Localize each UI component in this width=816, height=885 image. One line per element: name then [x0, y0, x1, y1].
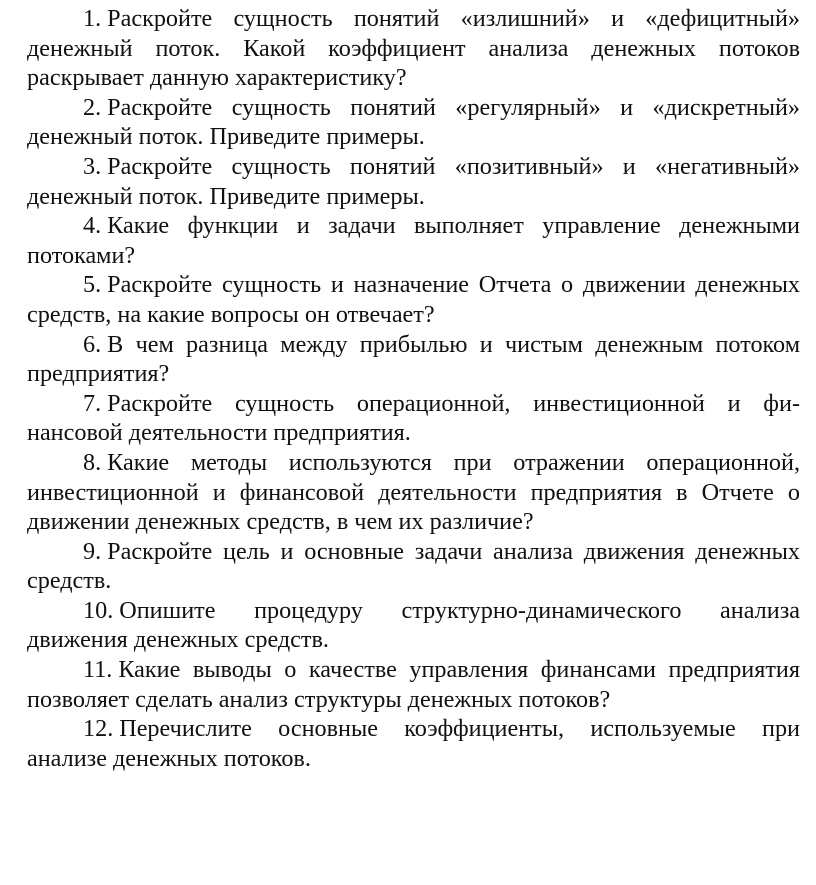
question-text: Какие функции и задачи выполняет управление денежными потоками?	[27, 212, 800, 269]
question-number: 1.	[83, 5, 102, 32]
question-text: Опишите процедуру структурно-динамического анализа движения денежных средств.	[27, 596, 800, 654]
question-text: Перечислите основные коэффициенты, используемые при анализе денежных потоков.	[27, 715, 800, 772]
question-7	[27, 389, 800, 448]
question-8	[27, 448, 800, 537]
question-text: Какие выводы о качестве управления финансами предприятия позволяет сделать анализ структуры денежных потоков?	[27, 656, 800, 713]
question-text: Раскройте сущность понятий «излишний» и «дефицитный» денежный поток. Какой коэффициент анализа денежных потоков раскрывает данную характеристику?	[27, 5, 800, 92]
question-2	[27, 93, 800, 152]
question-text: Раскройте сущность и назначение Отчета о движении денежных средств, на какие вопросы он отвечает?	[27, 271, 800, 328]
question-number: 7.	[83, 389, 102, 417]
question-number: 5.	[83, 271, 102, 299]
question-1	[27, 4, 800, 93]
question-number: 9.	[83, 537, 102, 565]
question-list	[27, 4, 800, 773]
question-5	[27, 270, 800, 329]
question-number: 10.	[83, 596, 114, 624]
question-number: 8.	[83, 448, 102, 476]
question-11	[27, 655, 800, 714]
question-text: В чем разница между прибылью и чистым денежным потоком предприятия?	[27, 330, 800, 388]
question-number: 12.	[83, 715, 114, 743]
question-4	[27, 211, 800, 270]
question-6	[27, 330, 800, 389]
question-12	[27, 714, 800, 773]
question-text: Какие методы используются при отражении операционной, инвестиционной и финансовой деятельности предприятия в Отчете о движении денежных средств, в чем их различие?	[27, 448, 800, 536]
question-text: Раскройте сущность понятий «регулярный» и «дискретный» денежный поток. Приведите примеры.	[27, 93, 800, 151]
question-text: Раскройте сущность понятий «позитивный» и «негативный» денежный поток. Приведите примеры.	[27, 152, 800, 210]
question-text: Раскройте цель и основные задачи анализа движения денежных средств.	[27, 537, 800, 595]
question-number: 3.	[83, 152, 102, 180]
question-number: 11.	[83, 656, 113, 684]
question-9	[27, 537, 800, 596]
question-number: 6.	[83, 330, 102, 358]
question-3	[27, 152, 800, 211]
question-number: 4.	[83, 212, 102, 240]
question-10	[27, 596, 800, 655]
question-text: Раскройте сущность операционной, инвестиционной и финансовой деятельности предприятия.	[27, 389, 800, 447]
question-number: 2.	[83, 93, 102, 121]
